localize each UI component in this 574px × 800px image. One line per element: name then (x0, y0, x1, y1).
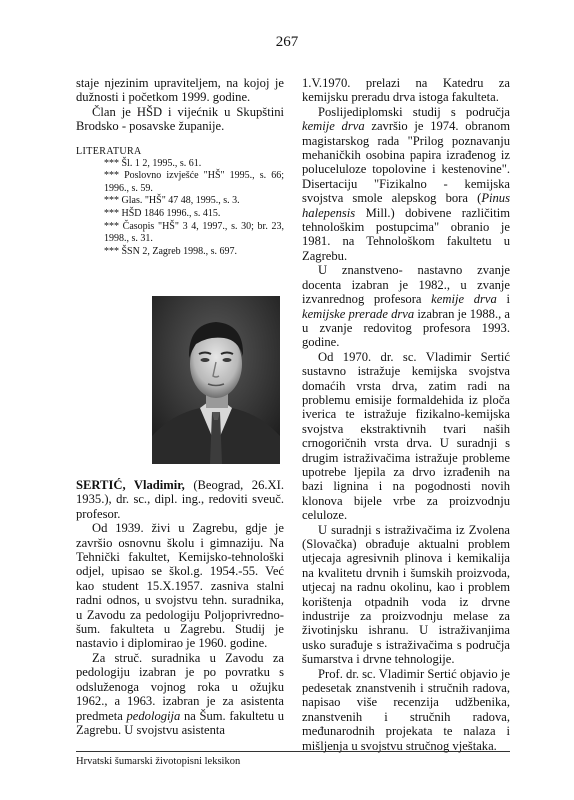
right-paragraph-3 (302, 263, 510, 349)
text-run: U znanstveno- nastavno zvanje docenta izabran je 1982., u zvanje izvanrednog profesora (302, 263, 510, 307)
right-paragraph-2 (302, 105, 510, 263)
portrait-illustration (152, 296, 280, 464)
entry-name: SERTIĆ, Vladimir, (76, 478, 185, 492)
entry-details: (Beograd, 26.XI. 1935.), dr. sc., dipl. ing., redoviti sveuč. profesor. (76, 478, 284, 521)
footer-title: Hrvatski šumarski životopisni leksikon (76, 756, 241, 767)
right-column (302, 76, 510, 753)
literature-ref: *** ŠSN 2, Zagreb 1998., s. 697. (104, 245, 238, 257)
italic-run: Pinus halepensis (302, 191, 510, 220)
literature-list (76, 158, 284, 259)
text-run: na Šum. fakultetu u Zagrebu. U svojstvu asistenta (76, 708, 284, 737)
intro-paragraph-2: Član je HŠD i vijećnik u Skupštini Brodsko - posavske županije. (76, 104, 284, 134)
italic-run: kemije drva (431, 292, 497, 307)
biography-heading (76, 478, 284, 521)
biography-left (76, 478, 284, 737)
italic-run: kemijske prerade drva (302, 306, 415, 321)
page-number: 267 (275, 34, 299, 50)
literature-ref: *** HŠD 1846 1996., s. 415. (104, 208, 221, 219)
portrait-photo (152, 296, 280, 464)
literature-title: LITERATURA (76, 145, 142, 157)
right-paragraph-1: 1.V.1970. prelazi na Katedru za kemijsku preradu drva istoga fakulteta. (302, 76, 510, 105)
right-paragraph-4: Od 1970. dr. sc. Vladimir Sertić sustavno istražuje kemijska svojstva domaćih vrsta drva, zatim radi na problemu emisije formaldehida iz ploča iverica te istražuje fizikalno-kemijska svojstva ekstraktivnih tvari naših crnogoričnih vrsta drva. U suradnji s drugim istraživačima istražuje probleme upotrebe ljepila za drvo izrađenih na bazi lignina i na pogodnosti novih klonova bijele vrbe za proizvodnju celuloze. (302, 349, 510, 523)
right-paragraph-5: U suradnji s istraživačima iz Zvolena (Slovačka) obrađuje aktualni problem utjecaja agresivnih plinova i kemikalija na kvalitetu drvnih i šumskih proizvoda, utjecaj na radnu okolinu, kao i problem korištenja otpadnih voda iz drvne industrije za proizvodnju melase za životinjsku ishranu. U istraživanjima usko surađuje s istraživačima s područja šumarstva i drvne tehnologije. (302, 522, 510, 667)
literature-ref: *** Poslovno izvješće "HŠ" 1995., s. 66; 1996., s. 59. (104, 170, 284, 194)
footer-divider (76, 751, 510, 752)
biography-paragraph-1: Od 1939. živi u Zagrebu, gdje je završio osnovnu školu i gimnaziju. Na Tehnički fakultet, Kemijsko-tehnološki odjel, upisao se škol.g. 1954.-55. Već kao student 15.X.1957. zasniva stalni radni odnos, u svojstvu tehn. suradnika, u Zavodu za pedologiju Poljoprivredno- šum. fakulteta u Zagrebu. Studij je nastavio i diplomirao je 1960. godine. (76, 521, 284, 651)
left-column (76, 76, 284, 258)
intro-paragraph-1: staje njezinim upraviteljem, na kojoj je dužnosti i početkom 1999. godine. (76, 76, 284, 105)
biography-paragraph-2 (76, 651, 284, 737)
literature-ref: *** Šl. 1 2, 1995., s. 61. (104, 157, 202, 169)
text-run: Za struč. suradnika u Zavodu za pedologiju izabran je po povratku s odsluženoga vojnog roka u ožujku 1962., a 1963. izabran je za asistenta predmeta (76, 650, 284, 723)
text-run: i (496, 292, 510, 307)
italic-run: kemije drva (302, 119, 365, 134)
literature-ref: *** Glas. "HŠ" 47 48, 1995., s. 3. (104, 195, 240, 207)
italic-run: pedologija (126, 708, 181, 723)
text-run: Poslijediplomski studij s područja (318, 104, 510, 119)
literature-ref: *** Časopis "HŠ" 3 4, 1997., s. 30; br. 23, 1998., s. 31. (104, 220, 284, 245)
text-run: Mill.) dobivene različitim tehnološkim postupcima" obranio je 1981. na Tehnološkom fakultetu u Zagrebu. (302, 205, 510, 263)
text-run: završio je 1974. obranom magistarskog rada "Prilog poznavanju mehaničkih osobina papira izrađenog iz poluceluloze topolovine i kestenovine". Disertaciju "Fizikalno - kemijska svojstva smole alepskog bora ( (302, 119, 510, 206)
text-run: izabran je 1988., a u zvanje redovitog profesora 1993. godine. (302, 306, 510, 350)
right-paragraph-6: Prof. dr. sc. Vladimir Sertić objavio je pedesetak znanstvenih i stručnih radova, napisao više recenzija udžbenika, znanstvenih i stručnih radova, međunarodnih projekata te nalaza i mišljenja u svojstvu stručnog vještaka. (302, 666, 510, 753)
